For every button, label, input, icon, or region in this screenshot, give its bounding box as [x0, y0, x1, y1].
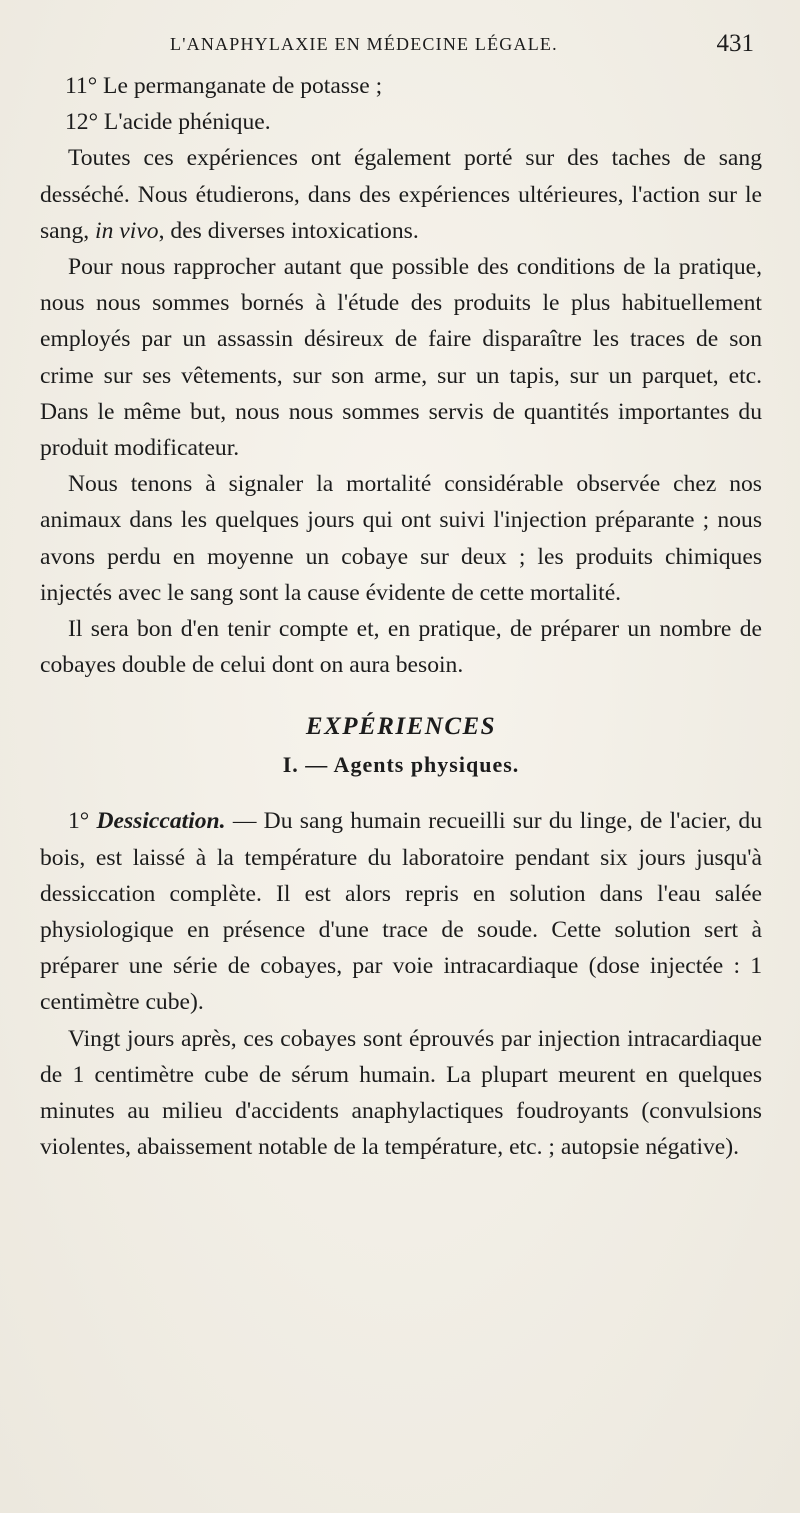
section-title: EXPÉRIENCES — [305, 713, 497, 741]
section-subtitle: I. — Agents physiques. — [282, 752, 520, 778]
paragraph-mortalite: Nous tenons à signaler la mortalité considérable observée chez nos animaux dans les quelques jours qui ont suivi l'injection préparante ; nous avons perdu en moyenne un cobaye sur deux ; les produits chimiques injectés avec le sang sont la cause évidente de cette mortalité. — [40, 471, 762, 606]
paragraph-text: Toutes ces expériences ont également porté sur des taches de sang desséché. Nous étudierons, dans des expériences ultérieures, l'action sur le sang, — [40, 145, 762, 244]
running-title: L'ANAPHYLAXIE EN MÉDECINE LÉGALE. — [170, 34, 558, 54]
paragraph-vingt-jours: Vingt jours après, ces cobayes sont éprouvés par injection intracardiaque de 1 centimètre cube de sérum humain. La plupart meurent en quelques minutes au milieu d'accidents anaphylactiques foudroyants (convulsions violentes, abaissement notable de la température, etc. ; autopsie négative). — [40, 1025, 762, 1161]
paragraph-text: — Du sang humain recueilli sur du linge, de l'acier, du bois, est laissé à la température du laboratoire pendant six jours jusqu'à dessiccation complète. Il est alors repris en solution dans l'eau salée physiologique en présence d'une trace de soude. Cette solution sert à préparer une série de cobayes, par voie intracardiaque (dose injectée : 1 centimètre cube). — [40, 808, 762, 1016]
item-number: 1° — [68, 808, 97, 835]
paragraph-dessiccation — [40, 803, 762, 1020]
list-item-12: 12° L'acide phénique. — [65, 109, 271, 136]
paragraph-conditions: Pour nous rapprocher autant que possible des conditions de la pratique, nous nous sommes bornés à l'étude des produits le plus habituellement employés par un assassin désireux de faire disparaître les traces de son crime sur ses vêtements, sur son arme, sur un tapis, sur un parquet, etc. Dans le même but, nous nous sommes servis de quantités importantes du produit modificateur. — [40, 254, 762, 462]
list-item-11: 11° Le permanganate de potasse ; — [65, 73, 383, 99]
page-number: 431 — [716, 30, 754, 57]
body-text — [40, 68, 762, 1165]
paragraph-text: , des diverses intoxications. — [158, 217, 419, 244]
item-heading: Dessiccation. — [96, 808, 226, 835]
latin-term: in vivo — [95, 217, 159, 244]
running-head — [40, 30, 762, 64]
paragraph-cobayes: Il sera bon d'en tenir compte et, en pratique, de préparer un nombre de cobayes double de celui dont on aura besoin. — [40, 616, 762, 679]
paragraph-experiences — [40, 140, 762, 249]
